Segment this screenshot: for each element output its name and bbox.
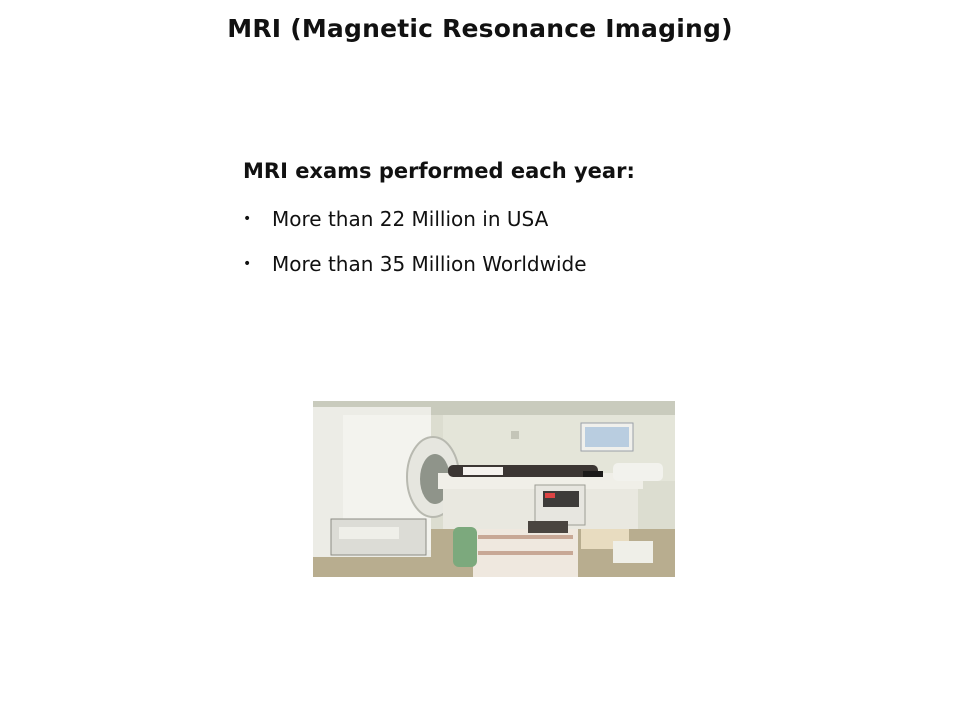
slide-title: MRI (Magnetic Resonance Imaging) — [227, 14, 733, 43]
bullet-text: More than 35 Million Worldwide — [272, 252, 587, 276]
bullet-item — [243, 204, 803, 234]
mri-scanner-photo — [313, 401, 675, 577]
bullet-text: More than 22 Million in USA — [272, 207, 549, 231]
bullet-item — [243, 249, 803, 279]
subheading: MRI exams performed each year: — [243, 159, 635, 183]
bullet-icon: • — [243, 256, 252, 272]
bullet-list — [243, 204, 803, 279]
bullet-icon: • — [243, 211, 252, 227]
content-block — [243, 156, 803, 294]
